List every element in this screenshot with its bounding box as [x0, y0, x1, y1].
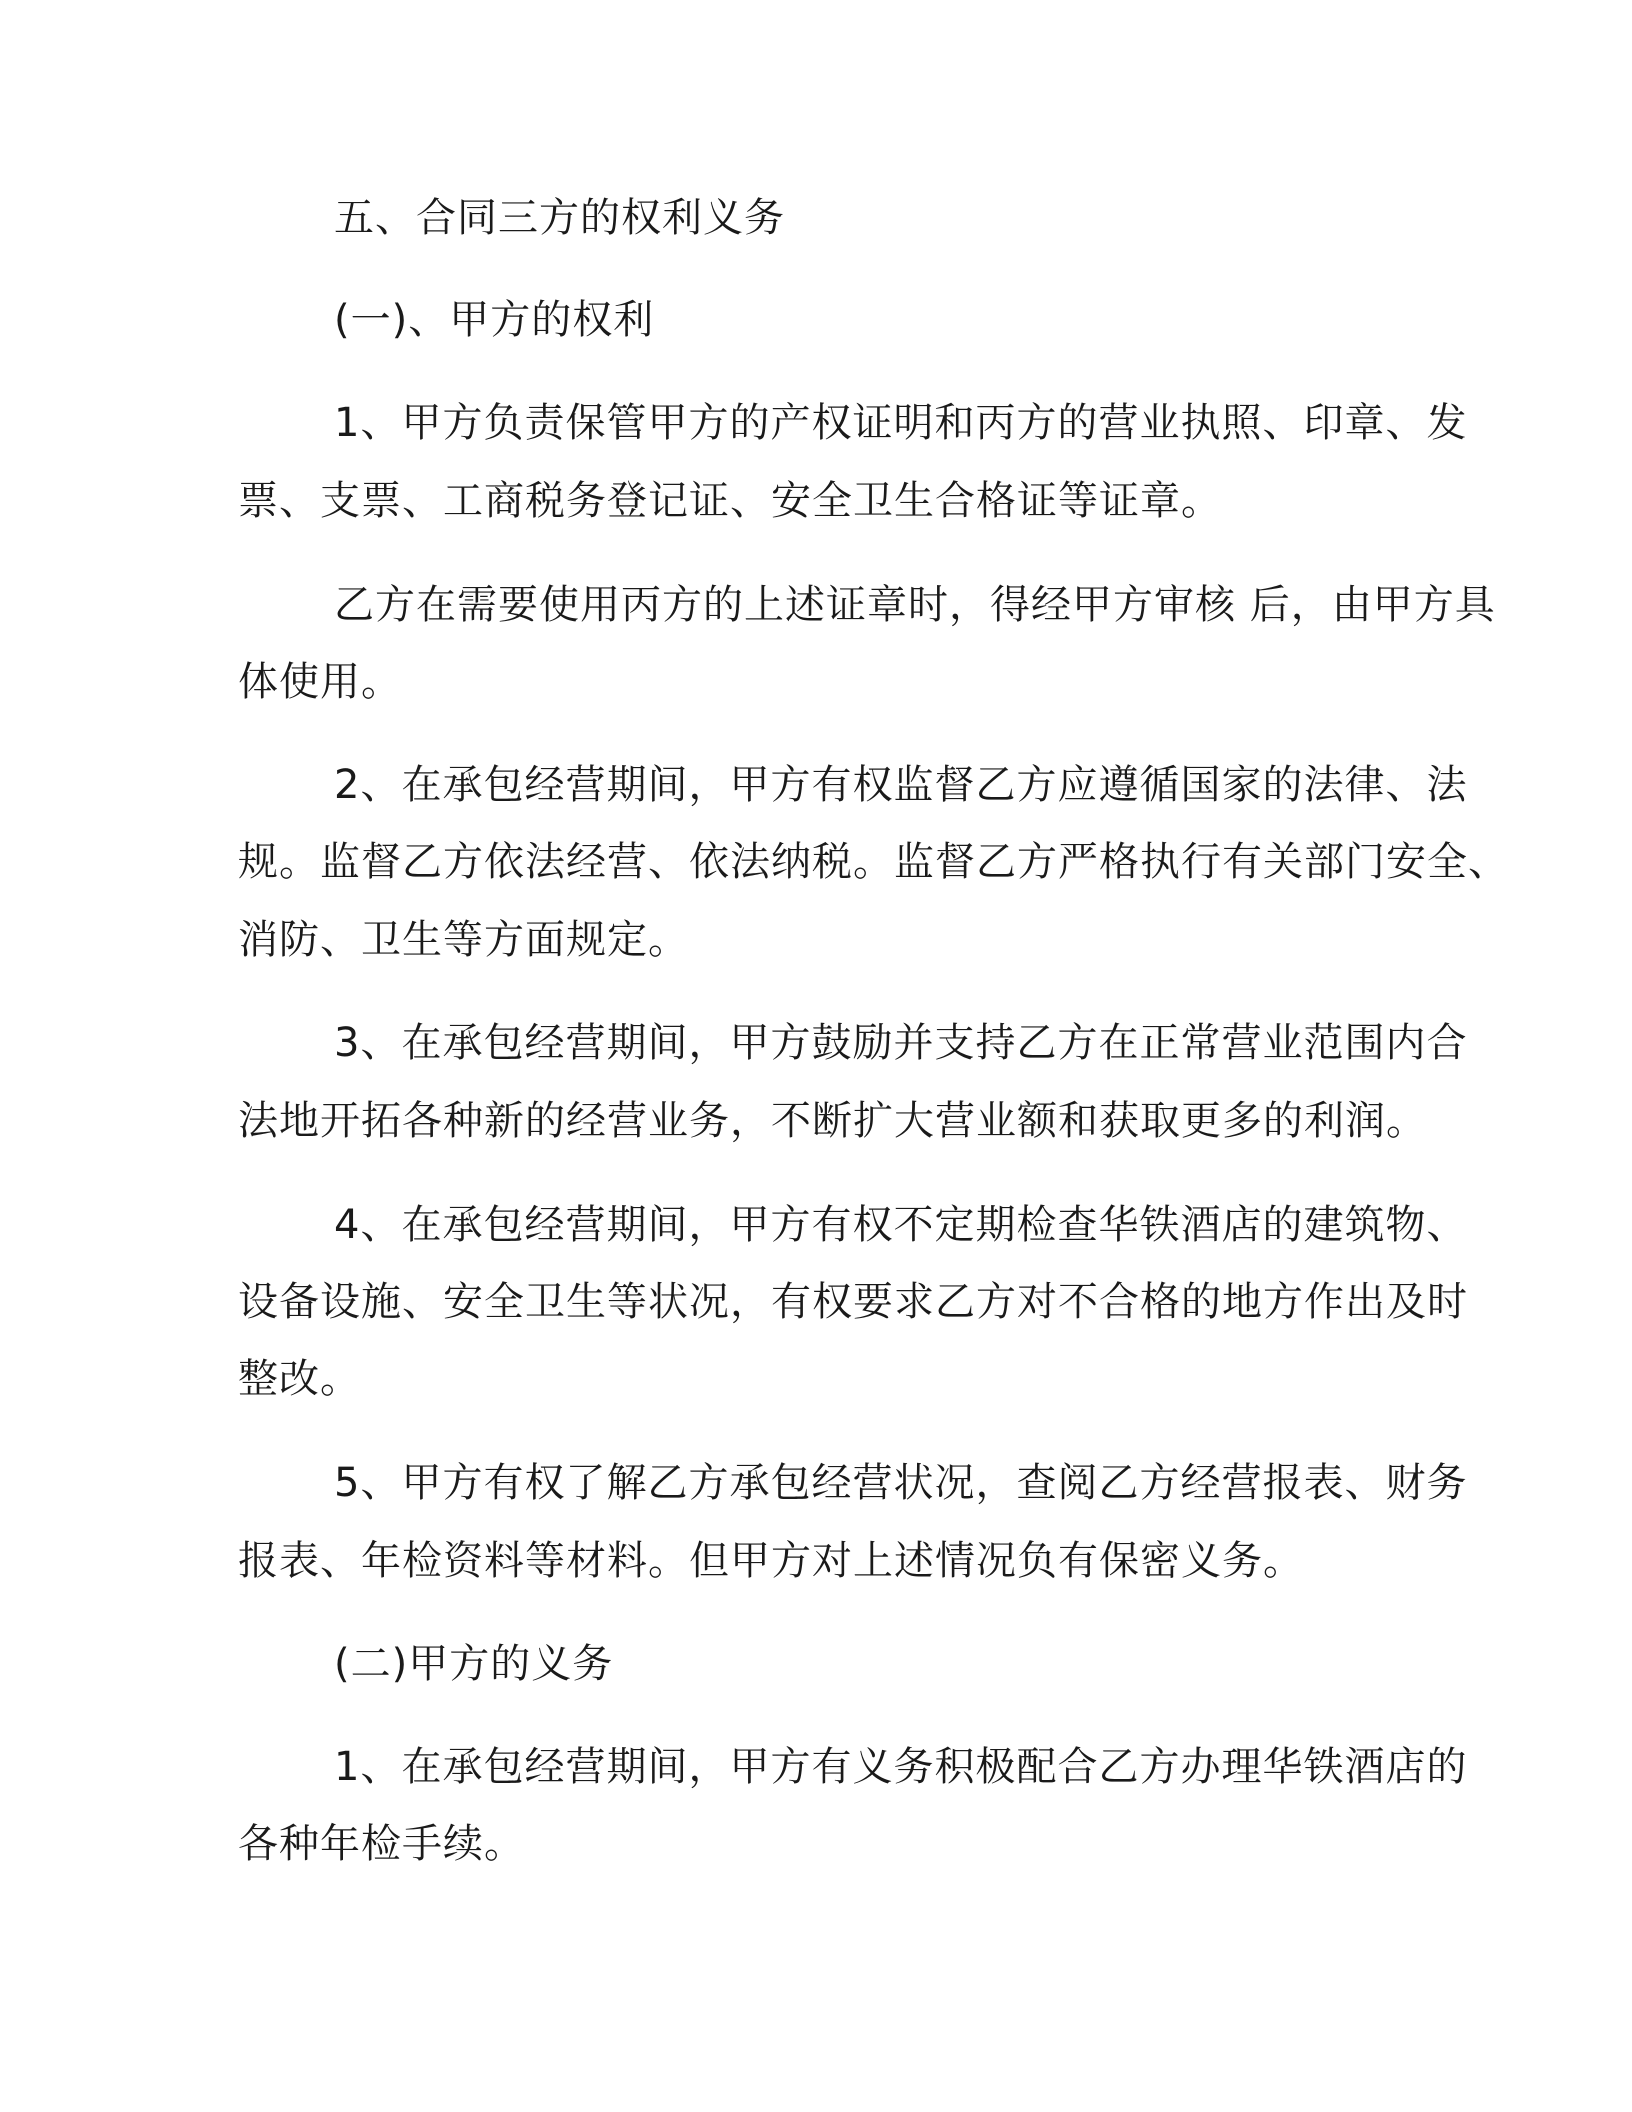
paragraph-line: 法地开拓各种新的经营业务，不断扩大营业额和获取更多的利润。: [238, 1098, 1427, 1144]
paragraph-line: 各种年检手续。: [238, 1821, 525, 1867]
paragraph-line: 报表、年检资料等材料。但甲方对上述情况负有保密义务。: [238, 1538, 1304, 1584]
paragraph-line: 4、在承包经营期间，甲方有权不定期检查华铁酒店的建筑物、: [334, 1202, 1468, 1248]
paragraph-line: 3、在承包经营期间，甲方鼓励并支持乙方在正常营业范围内合: [334, 1020, 1468, 1066]
section-heading: 五、合同三方的权利义务: [334, 195, 785, 241]
paragraph-line: 整改。: [238, 1356, 361, 1402]
paragraph-line: 5、甲方有权了解乙方承包经营状况，查阅乙方经营报表、财务: [334, 1460, 1468, 1506]
paragraph-line: 2、在承包经营期间，甲方有权监督乙方应遵循国家的法律、法: [334, 762, 1468, 808]
paragraph-line: 设备设施、安全卫生等状况，有权要求乙方对不合格的地方作出及时: [238, 1279, 1468, 1325]
paragraph-line: 规。监督乙方依法经营、依法纳税。监督乙方严格执行有关部门安全、: [238, 839, 1509, 885]
subsection-heading: (一)、甲方的权利: [334, 297, 655, 343]
paragraph-line: 体使用。: [238, 659, 402, 705]
paragraph-line: 票、支票、工商税务登记证、安全卫生合格证等证章。: [238, 478, 1222, 524]
paragraph-line: 消防、卫生等方面规定。: [238, 917, 689, 963]
paragraph-line: 1、在承包经营期间，甲方有义务积极配合乙方办理华铁酒店的: [334, 1744, 1468, 1790]
subsection-heading: (二)甲方的义务: [334, 1641, 614, 1687]
paragraph-line: 乙方在需要使用丙方的上述证章时，得经甲方审核 后，由甲方具: [334, 582, 1496, 628]
paragraph-line: 1、甲方负责保管甲方的产权证明和丙方的营业执照、印章、发: [334, 400, 1468, 446]
